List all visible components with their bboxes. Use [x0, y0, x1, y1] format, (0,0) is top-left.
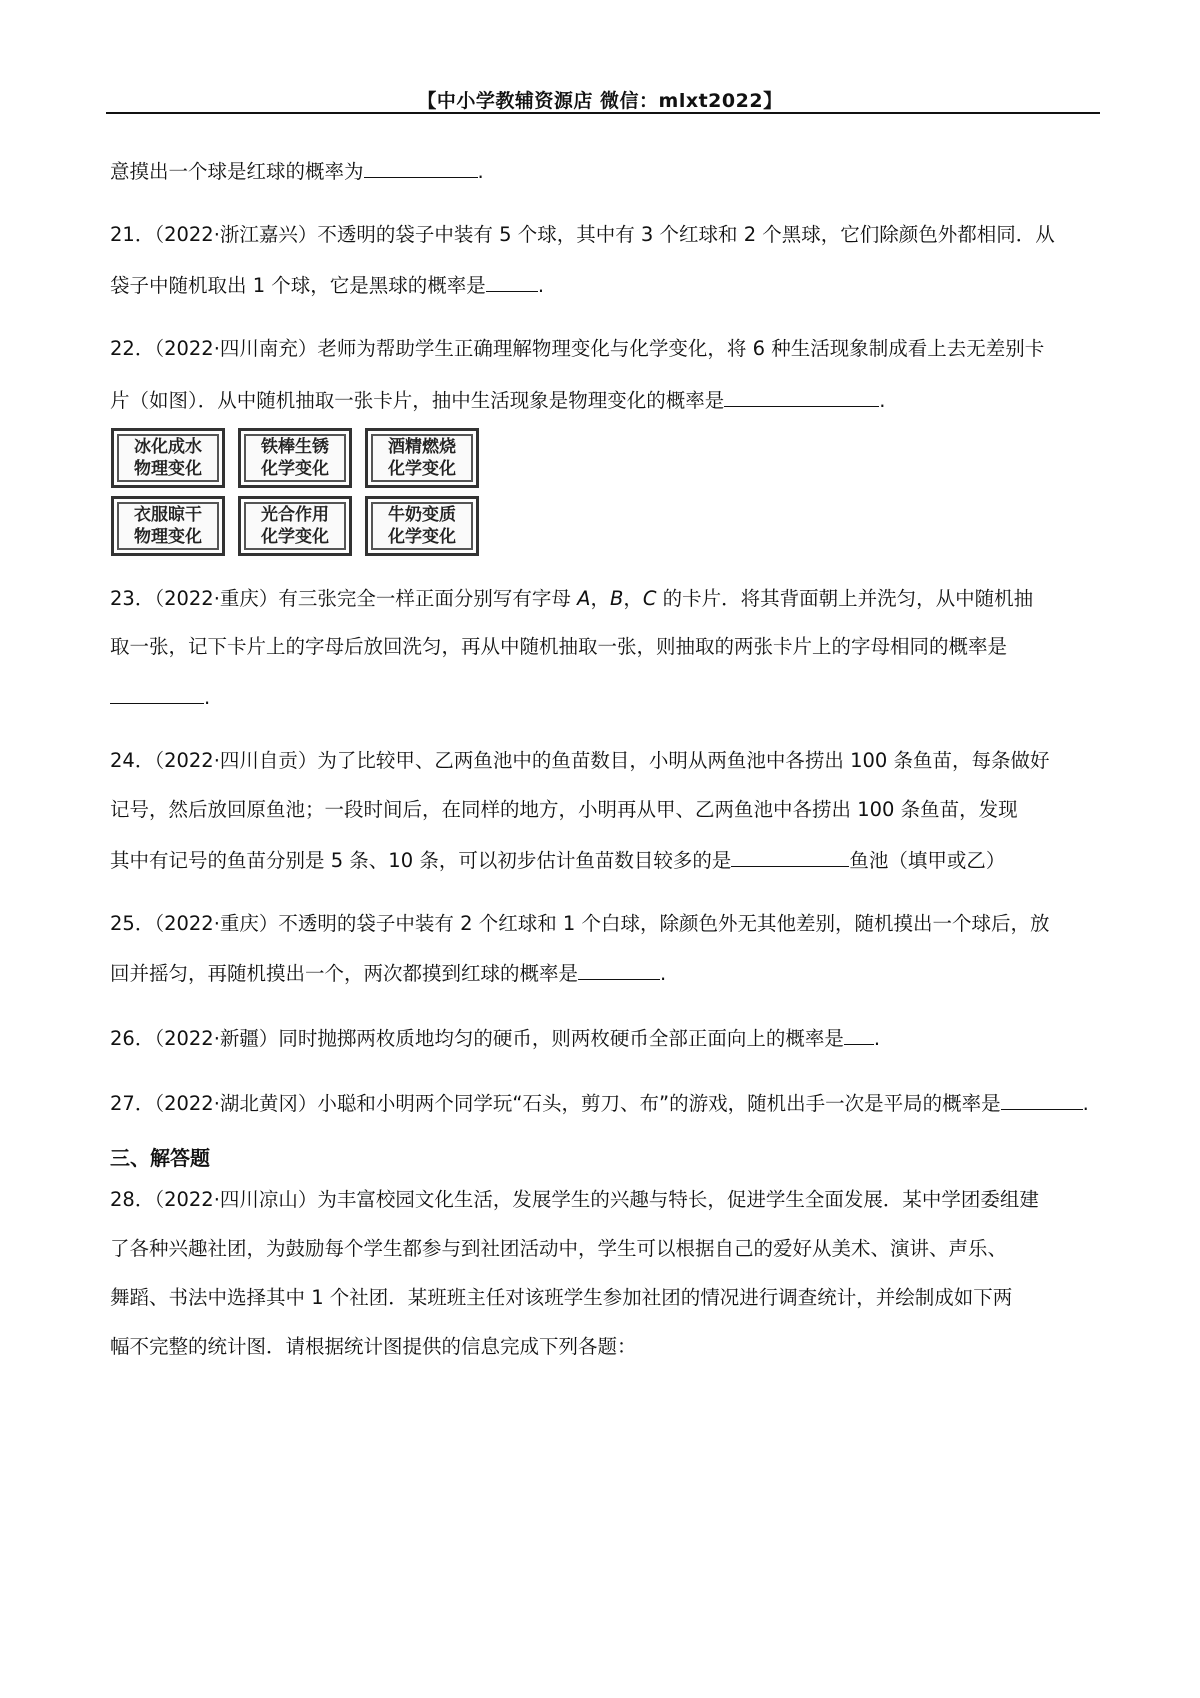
answer-blank	[731, 846, 849, 867]
answer-blank	[578, 959, 660, 980]
question-24-line-3: 其中有记号的鱼苗分别是 5 条、10 条，可以初步估计鱼苗数目较多的是 鱼池（填甲或乙）	[110, 846, 1005, 874]
answer-blank	[364, 157, 478, 178]
card-3: 酒精燃烧 化学变化	[365, 428, 479, 488]
question-22-line-2: 片（如图）．从中随机抽取一张卡片，抽中生活现象是物理变化的概率是 .	[110, 386, 885, 414]
answer-blank	[844, 1024, 874, 1045]
answer-blank	[724, 386, 879, 407]
question-24-line-2: 记号，然后放回原鱼池；一段时间后，在同样的地方，小明再从甲、乙两鱼池中各捞出 100 条鱼苗，发现	[110, 798, 1018, 821]
question-28-line-3: 舞蹈、书法中选择其中 1 个社团．某班班主任对该班学生参加社团的情况进行调查统计，并绘制成如下两	[110, 1286, 1013, 1309]
card-1: 冰化成水 物理变化	[111, 428, 225, 488]
question-23-line-1: 23．（2022·重庆）有三张完全一样正面分别写有字母 A，B，C 的卡片．将其背面朝上并洗匀，从中随机抽	[110, 587, 1034, 610]
question-25-line-2: 回并摇匀，再随机摸出一个，两次都摸到红球的概率是 .	[110, 959, 666, 987]
card-2: 铁棒生锈 化学变化	[238, 428, 352, 488]
section-title-answers: 三、解答题	[110, 1146, 210, 1170]
question-23-line-3: .	[110, 683, 210, 711]
question-26: 26．（2022·新疆）同时抛掷两枚质地均匀的硬币，则两枚硬币全部正面向上的概率是 .	[110, 1024, 880, 1052]
phenomena-cards-figure	[111, 428, 481, 558]
question-23-line-2: 取一张，记下卡片上的字母后放回洗匀，再从中随机抽取一张，则抽取的两张卡片上的字母相同的概率是	[110, 635, 1008, 658]
question-28-line-1: 28．（2022·四川凉山）为丰富校园文化生活，发展学生的兴趣与特长，促进学生全面发展．某中学团委组建	[110, 1188, 1039, 1211]
question-21-line-2: 袋子中随机取出 1 个球，它是黑球的概率是 .	[110, 271, 544, 299]
card-5: 光合作用 化学变化	[238, 496, 352, 556]
question-21-line-1: 21．（2022·浙江嘉兴）不透明的袋子中装有 5 个球，其中有 3 个红球和 2 个黑球，它们除颜色外都相同．从	[110, 223, 1055, 246]
card-4: 衣服晾干 物理变化	[111, 496, 225, 556]
header-divider	[106, 112, 1100, 114]
question-25-line-1: 25．（2022·重庆）不透明的袋子中装有 2 个红球和 1 个白球，除颜色外无其他差别，随机摸出一个球后，放	[110, 912, 1050, 935]
q20-continuation: 意摸出一个球是红球的概率为 .	[110, 157, 484, 185]
question-22-line-1: 22．（2022·四川南充）老师为帮助学生正确理解物理变化与化学变化，将 6 种生活现象制成看上去无差别卡	[110, 337, 1045, 360]
page-header: 【中小学教辅资源店 微信：mlxt2022】	[417, 90, 783, 112]
question-27: 27．（2022·湖北黄冈）小聪和小明两个同学玩“石头，剪刀、布”的游戏，随机出手一次是平局的概率是 .	[110, 1089, 1089, 1117]
question-28-line-4: 幅不完整的统计图．请根据统计图提供的信息完成下列各题：	[110, 1335, 637, 1358]
answer-blank	[1001, 1089, 1083, 1110]
question-24-line-1: 24．（2022·四川自贡）为了比较甲、乙两鱼池中的鱼苗数目，小明从两鱼池中各捞出 100 条鱼苗，每条做好	[110, 749, 1050, 772]
answer-blank	[486, 271, 538, 292]
answer-blank	[110, 683, 204, 704]
card-6: 牛奶变质 化学变化	[365, 496, 479, 556]
question-28-line-2: 了各种兴趣社团，为鼓励每个学生都参与到社团活动中，学生可以根据自己的爱好从美术、演讲、声乐、	[110, 1237, 1008, 1260]
